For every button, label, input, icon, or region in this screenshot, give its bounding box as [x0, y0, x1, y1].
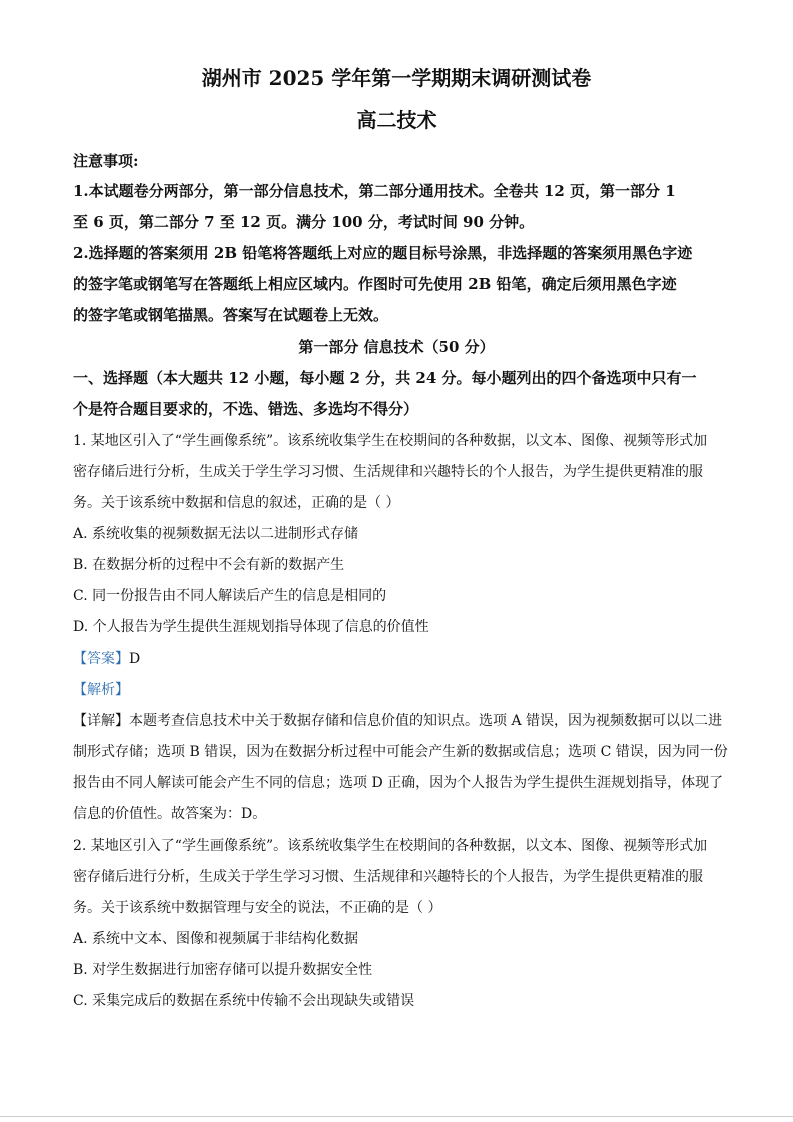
answer-line: [73, 648, 723, 668]
option-a: A. 系统中文本、图像和视频属于非结构化数据: [73, 931, 359, 947]
detail-line: 【详解】本题考查信息技术中关于数据存储和信息价值的知识点。选项 A 错误，因为视频数据可以以二进: [73, 713, 723, 729]
option-c: C. 采集完成后的数据在系统中传输不会出现缺失或错误: [73, 993, 415, 1009]
part-title: 第一部分 信息技术（50 分）: [298, 338, 495, 356]
page-bottom-rule: [0, 1116, 793, 1117]
question-stem: 密存储后进行分析，生成关于学生学习习惯、生活规律和兴趣特长的个人报告，为学生提供更精准的服: [73, 869, 703, 885]
detail-line: 报告由不同人解读可能会产生不同的信息；选项 D 正确，因为个人报告为学生提供生涯规划指导，体现了: [73, 775, 724, 791]
notice-line: 的签字笔或钢笔写在答题纸上相应区域内。作图时可先使用 2B 铅笔，确定后须用黑色字迹: [73, 275, 677, 293]
notice-line: 2.选择题的答案须用 2B 铅笔将答题纸上对应的题目标号涂黑，非选择题的答案须用黑色字迹: [73, 244, 693, 262]
detail-line: 信息的价值性。故答案为：D。: [73, 806, 267, 822]
question-stem: 1. 某地区引入了“学生画像系统”。该系统收集学生在校期间的各种数据，以文本、图像、视频等形式加: [73, 433, 708, 449]
notice-line: 至 6 页，第二部分 7 至 12 页。满分 100 分，考试时间 90 分钟。: [73, 213, 535, 231]
exam-title: 湖州市 2025 学年第一学期期末调研测试卷: [201, 66, 592, 90]
exam-subtitle: 高二技术: [356, 108, 437, 132]
section-heading: 一、选择题（本大题共 12 小题，每小题 2 分，共 24 分。每小题列出的四个备选项中只有一: [73, 369, 697, 387]
answer-value: D: [129, 651, 141, 667]
section-heading: 个是符合题目要求的，不选、错选、多选均不得分）: [73, 400, 419, 418]
notice-line: 的签字笔或钢笔描黑。答案写在试题卷上无效。: [73, 306, 389, 324]
option-b: B. 在数据分析的过程中不会有新的数据产生: [73, 557, 345, 573]
notice-heading: 注意事项:: [73, 152, 139, 170]
option-a: A. 系统收集的视频数据无法以二进制形式存储: [73, 526, 359, 542]
option-d: D. 个人报告为学生提供生涯规划指导体现了信息的价值性: [73, 619, 429, 635]
detail-line: 制形式存储；选项 B 错误，因为在数据分析过程中可能会产生新的数据或信息；选项 C 错误，因为同一份: [73, 744, 728, 760]
answer-tag: 【答案】: [73, 651, 129, 667]
option-b: B. 对学生数据进行加密存储可以提升数据安全性: [73, 962, 373, 978]
analysis-tag: 【解析】: [73, 682, 129, 698]
question-stem: 密存储后进行分析，生成关于学生学习习惯、生活规律和兴趣特长的个人报告，为学生提供更精准的服: [73, 464, 703, 480]
option-c: C. 同一份报告由不同人解读后产生的信息是相同的: [73, 588, 387, 604]
notice-line: 1.本试题卷分两部分，第一部分信息技术，第二部分通用技术。全卷共 12 页，第一部分 1: [73, 182, 676, 200]
question-stem: 务。关于该系统中数据管理与安全的说法，不正确的是（ ）: [73, 900, 442, 916]
question-stem: 2. 某地区引入了“学生画像系统”。该系统收集学生在校期间的各种数据，以文本、图像、视频等形式加: [73, 838, 708, 854]
question-stem: 务。关于该系统中数据和信息的叙述，正确的是（ ）: [73, 495, 400, 511]
